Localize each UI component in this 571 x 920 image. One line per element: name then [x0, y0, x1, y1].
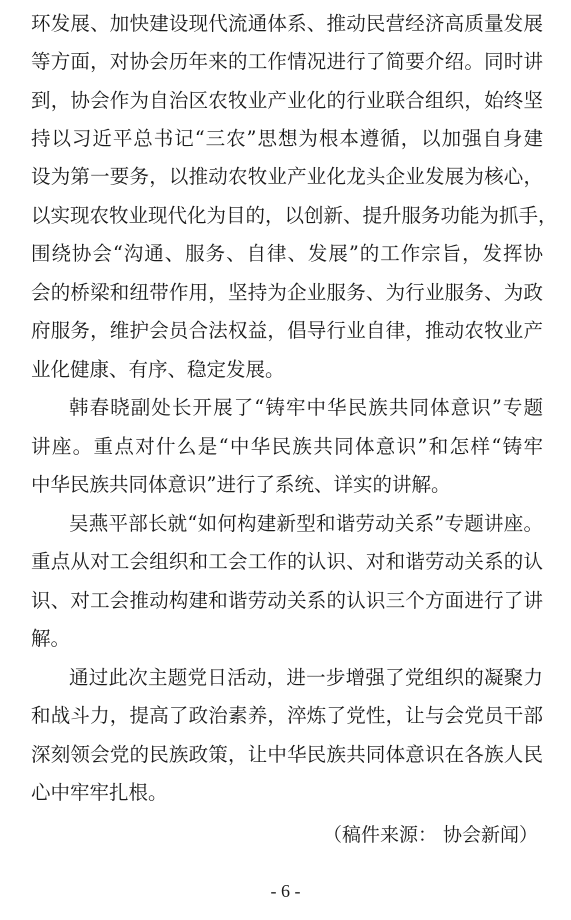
paragraph-line: 解。 [31, 627, 71, 650]
paragraph-line: 府服务，维护会员合法权益，倡导行业自律，推动农牧业产 [31, 319, 543, 342]
article-source: （稿件来源： 协会新闻） [322, 824, 538, 846]
paragraph-line: 业化健康、有序、稳定发展。 [31, 358, 285, 381]
paragraph-line: 识、对工会推动构建和谐劳动关系的认识三个方面进行了讲 [31, 589, 543, 612]
paragraph-line: 通过此次主题党日活动，进一步增强了党组织的凝聚力 [69, 666, 543, 689]
paragraph-line: 围绕协会“沟通、服务、自律、发展”的工作宗旨，发挥协 [31, 242, 543, 265]
paragraph-line: 韩春晓副处长开展了“铸牢中华民族共同体意识”专题 [69, 396, 543, 419]
paragraph-line: 设为第一要务，以推动农牧业产业化龙头企业发展为核心， [31, 165, 543, 188]
paragraph-line: 吴燕平部长就“如何构建新型和谐劳动关系”专题讲座。 [69, 512, 543, 535]
paragraph-line: 重点从对工会组织和工会工作的认识、对和谐劳动关系的认 [31, 550, 543, 573]
paragraph-line: 持以习近平总书记“三农”思想为根本遵循，以加强自身建 [31, 127, 543, 150]
paragraph-line: 以实现农牧业现代化为目的，以创新、提升服务功能为抓手， [31, 204, 558, 227]
paragraph-line: 会的桥梁和纽带作用，坚持为企业服务、为行业服务、为政 [31, 281, 543, 304]
paragraph-line: 等方面，对协会历年来的工作情况进行了简要介绍。同时讲 [31, 50, 543, 73]
page-number: - 6 - [270, 881, 301, 901]
paragraph-line: 环发展、加快建设现代流通体系、推动民营经济高质量发展 [31, 12, 543, 35]
paragraph-line: 到，协会作为自治区农牧业产业化的行业联合组织，始终坚 [31, 89, 543, 112]
paragraph-line: 和战斗力，提高了政治素养，淬炼了党性，让与会党员干部 [31, 704, 543, 727]
paragraph-line: 讲座。重点对什么是“中华民族共同体意识”和怎样“铸牢 [31, 435, 543, 458]
paragraph-line: 深刻领会党的民族政策，让中华民族共同体意识在各族人民 [31, 743, 543, 766]
paragraph-line: 心中牢牢扎根。 [31, 781, 168, 804]
paragraph-line: 中华民族共同体意识”进行了系统、详实的讲解。 [31, 473, 451, 496]
